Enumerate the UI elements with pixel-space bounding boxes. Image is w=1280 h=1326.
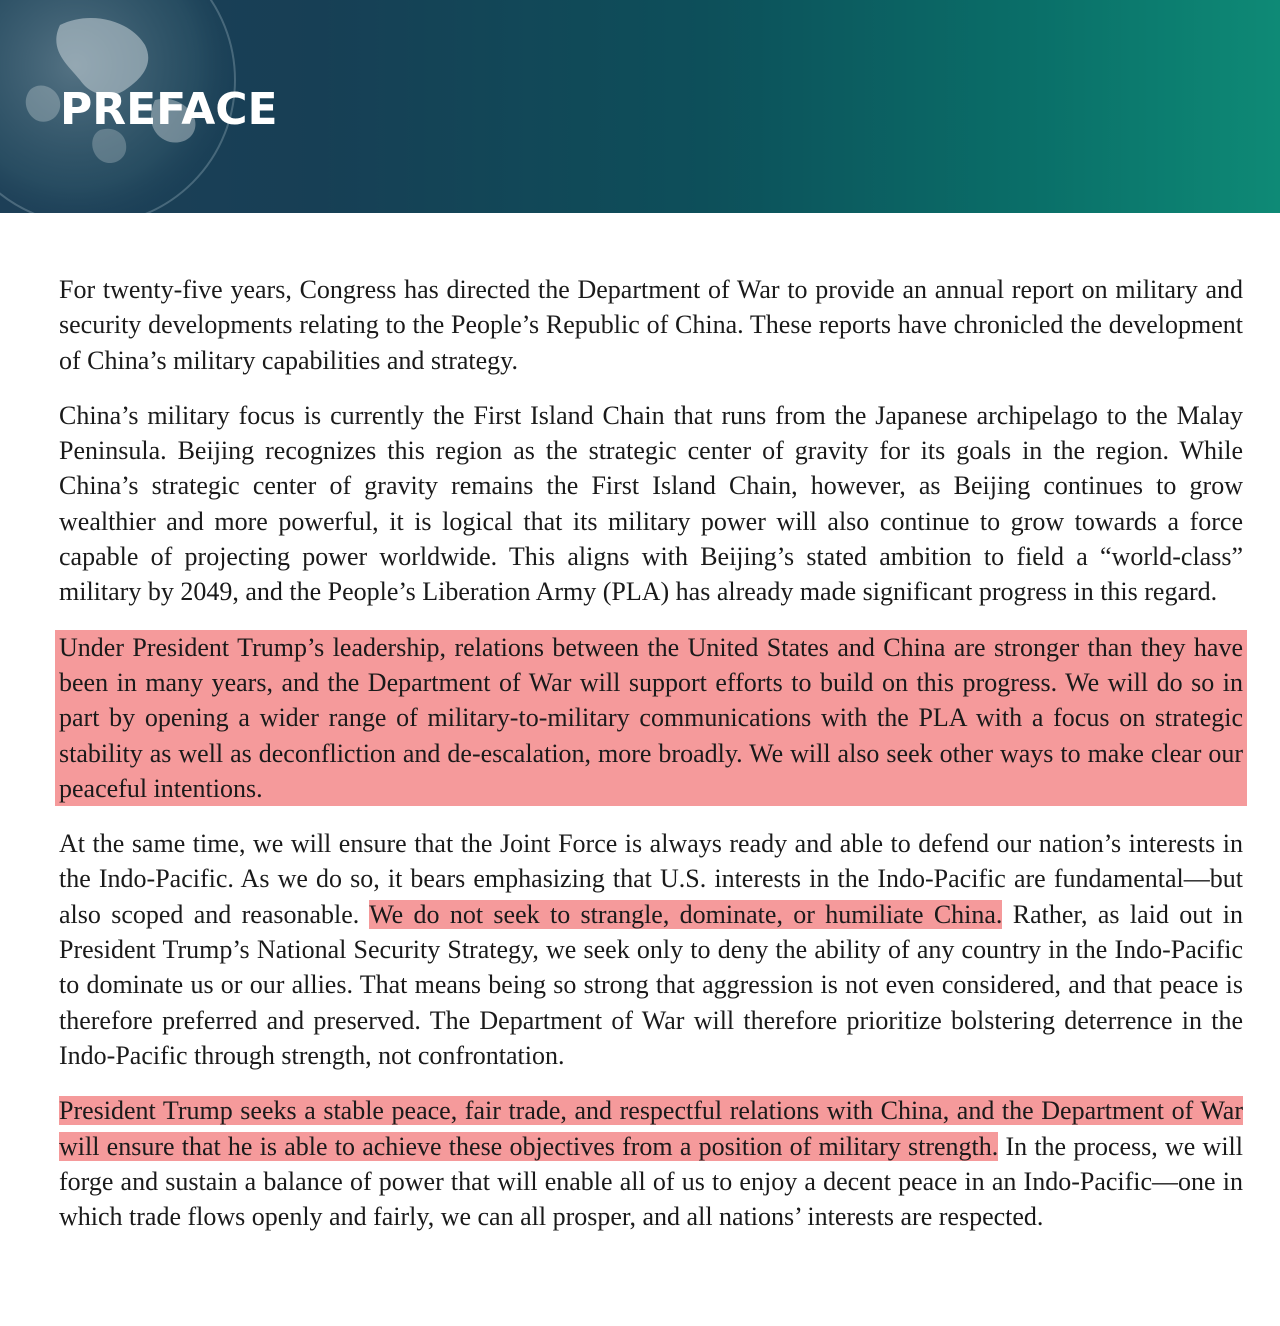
paragraph-3-highlighted: Under President Trump’s leadership, relations between the United States and China are stronger than they have been in many years, and the Department of War will support efforts to build on this progress. We will do so in part by opening a wider range of military-to-military communications with the PLA with a focus on strategic stability as well as deconfliction and de-escalation, more broadly. We will also seek other ways to make clear our peaceful intentions. [55,630,1247,806]
paragraph-4 [59,826,1243,1073]
paragraph-5-text-b: In the process, we will forge and sustain a balance of power that will enable all of us to enjoy a decent peace in an Indo-Pacific—one in which trade flows openly and fairly, we can all prosper, and all nations’ interests are respected. [59,1131,1243,1232]
paragraph-2: China’s military focus is currently the First Island Chain that runs from the Japanese archipelago to the Malay Peninsula. Beijing recognizes this region as the strategic center of gravity for its goals in the region. While China’s strategic center of gravity remains the First Island Chain, however, as Beijing continues to grow wealthier and more powerful, it is logical that its military power will also continue to grow towards a force capable of projecting power worldwide. This aligns with Beijing’s stated ambition to field a “world-class” military by 2049, and the People’s Liberation Army (PLA) has already made significant progress in this regard. [59,400,1243,607]
page-title: PREFACE [60,84,278,135]
paragraph-4-highlight: We do not seek to strangle, dominate, or humiliate China. [369,899,1003,929]
preface-body [59,272,1243,1254]
paragraph-4-text-b: Rather, as laid out in President Trump’s National Security Strategy, we seek only to deny the ability of any country in the Indo-Pacific to dominate us or our allies. That means being so strong that aggression is not even considered, and that peace is therefore preferred and preserved. The Department of War will therefore prioritize bolstering deterrence in the Indo-Pacific through strength, not confrontation. [59,899,1244,1070]
paragraph-4-text-a: At the same time, we will ensure that the Joint Force is always ready and able to defend our nation’s interests in the Indo-Pacific. As we do so, it bears emphasizing that U.S. interests in the Indo-Pacific are fundamental—but also scoped and reasonable. [59,829,1243,929]
paragraph-5-highlight: President Trump seeks a stable peace, fair trade, and respectful relations with China, and the Department of War will ensure that he is able to achieve these objectives from a position of military strength. [59,1096,1243,1161]
paragraph-1: For twenty-five years, Congress has directed the Department of War to provide an annual report on military and security developments relating to the People’s Republic of China. These reports have chronicled the development of China’s military capabilities and strategy. [59,275,1243,375]
header-banner [0,0,1280,213]
paragraph-5 [59,1093,1243,1234]
